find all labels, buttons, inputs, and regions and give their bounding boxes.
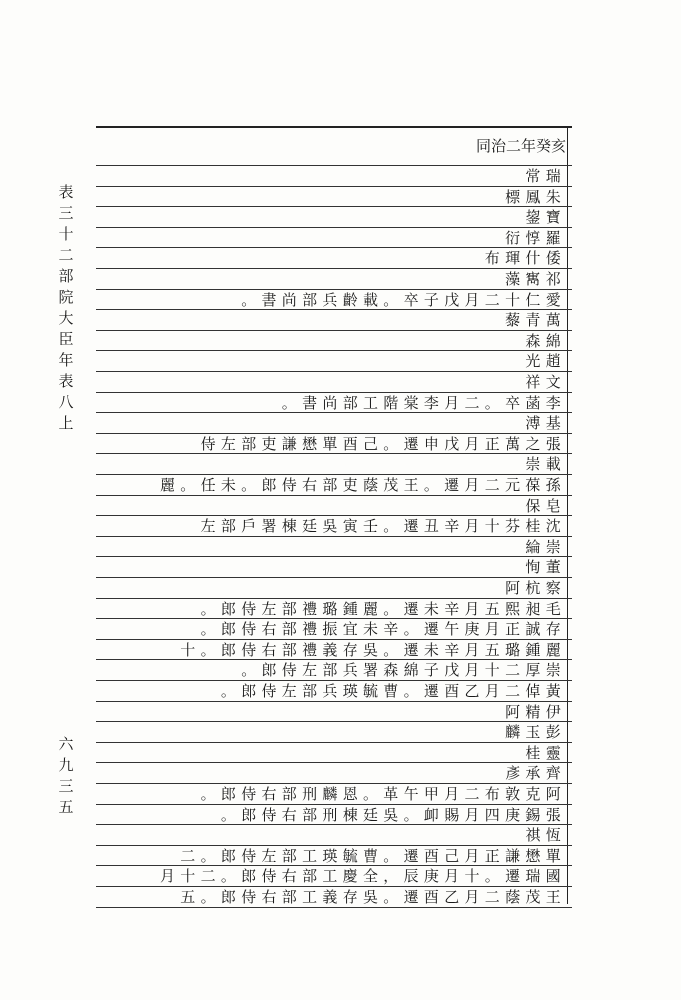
- row-line: [96, 536, 572, 537]
- row-line: [96, 762, 572, 763]
- row-text: 察杭阿: [505, 579, 566, 597]
- row-line: [96, 206, 572, 207]
- row-text: 張之萬正月戊申遷。己酉單懋謙吏部左侍: [200, 434, 566, 453]
- row-line: [96, 618, 572, 619]
- row-line: [96, 371, 572, 372]
- row-text: 祁寯藻: [505, 270, 566, 288]
- row-line: [96, 289, 572, 290]
- table-row: [221, 806, 566, 825]
- row-text: 萬青藜: [505, 311, 566, 330]
- table-row: [505, 188, 566, 207]
- table-row: [180, 641, 566, 660]
- row-text: 朱鳳標: [505, 187, 566, 206]
- table-row: [221, 682, 566, 701]
- table-row: [505, 723, 566, 742]
- row-line: [96, 598, 572, 599]
- row-text: 王茂蔭二月乙酉遷。吳存義工部右侍郎。五: [180, 888, 566, 906]
- top-rule: [96, 126, 572, 128]
- header-text: 同治二年癸亥: [475, 136, 566, 155]
- row-line: [96, 824, 572, 825]
- row-text: 沈桂芬十月辛丑遷。壬寅吳廷棟署戶部左: [200, 517, 566, 536]
- row-line: [96, 721, 572, 722]
- table-row: [241, 661, 566, 680]
- row-text: 靈桂: [525, 743, 566, 762]
- table-row: [525, 167, 566, 186]
- row-line: [96, 701, 572, 702]
- row-text: 張錫庚四月賜卹。吳廷棟刑部右侍郎。: [220, 805, 566, 824]
- row-line: [96, 227, 572, 228]
- row-line: [96, 392, 572, 393]
- table-row: [525, 497, 566, 516]
- table-row: [505, 703, 566, 722]
- row-text: 皂保: [525, 496, 566, 515]
- table-row: [241, 291, 566, 310]
- row-line: [96, 639, 572, 640]
- table-row: [485, 249, 566, 268]
- row-line: [96, 515, 572, 516]
- table-row: [505, 229, 566, 248]
- row-line: [96, 577, 572, 578]
- table-header: [476, 134, 566, 158]
- table-row: [180, 888, 566, 907]
- row-text: 黃倬二月乙酉遷。曹毓瑛兵部左侍郎。: [220, 682, 566, 700]
- row-text: 阿克敦布二月甲午革。恩麟刑部右侍郎。: [200, 785, 566, 803]
- table-row: [525, 455, 566, 474]
- row-text: 齊承彥: [505, 764, 566, 783]
- side-title: 表 三 十 二 部 院 大 臣 年 表 八 上: [58, 183, 74, 432]
- bottom-rule: [96, 907, 572, 908]
- row-text: 文祥: [525, 373, 566, 391]
- table-row: [525, 744, 566, 763]
- row-line: [96, 247, 572, 248]
- table-row: [505, 311, 566, 330]
- row-text: 崇綸: [525, 537, 566, 556]
- table-row: [160, 476, 566, 495]
- table-row: [505, 270, 566, 289]
- row-text: 寶鋆: [525, 208, 566, 227]
- table-row: [180, 847, 566, 866]
- row-line: [96, 453, 572, 454]
- row-text: 倭什琿布: [484, 249, 566, 268]
- table-row: [525, 332, 566, 351]
- row-line: [96, 556, 572, 557]
- year-table: [96, 126, 572, 904]
- table-row: [505, 764, 566, 783]
- row-text: 崇厚二十月戊子綿森署兵部左侍郎。: [241, 661, 566, 680]
- table-row: [505, 579, 566, 598]
- row-text: 董恂: [525, 558, 566, 577]
- row-text: 綿森: [525, 331, 566, 350]
- row-line: [96, 495, 572, 496]
- table-row: [525, 208, 566, 227]
- row-line: [96, 783, 572, 784]
- row-line: [96, 659, 572, 660]
- row-text: 毛昶熙五月辛未遷。麗鍾璐禮部左侍郎。: [200, 599, 566, 618]
- row-text: 麗鍾璐五月辛未遷。吳存義禮部右侍郎。十: [180, 640, 566, 659]
- row-line: [96, 186, 572, 187]
- row-text: 載崇: [525, 455, 566, 474]
- page-number: 六 九 三 五: [58, 735, 74, 816]
- table-row: [201, 435, 566, 454]
- row-text: 羅惇衍: [505, 228, 566, 247]
- row-line: [96, 742, 572, 743]
- row-text: 愛仁十二月戊子卒。載齡兵部尚書。: [241, 290, 566, 309]
- row-text: 孫葆元二月遷。王茂蔭吏部右侍郎。未任。麗: [159, 476, 566, 494]
- row-line: [96, 330, 572, 331]
- table-row: [201, 517, 566, 536]
- table-row: [525, 538, 566, 557]
- row-text: 瑞常: [525, 167, 566, 185]
- row-line: [96, 474, 572, 475]
- row-line: [96, 268, 572, 269]
- table-row: [525, 826, 566, 845]
- row-text: 恆祺: [525, 826, 566, 845]
- table-row: [525, 373, 566, 392]
- row-text: 李菡卒。二月李棠階工部尚書。: [281, 393, 566, 412]
- table-row: [160, 867, 566, 886]
- row-line: [96, 309, 572, 310]
- table-row: [525, 414, 566, 433]
- table-row: [525, 558, 566, 577]
- row-text: 伊精阿: [505, 702, 566, 721]
- table-row: [201, 785, 566, 804]
- row-line: [96, 165, 572, 166]
- row-line: [96, 433, 572, 434]
- row-text: 單懋謙正月己酉遷。曹毓瑛工部左侍郎。二: [180, 846, 566, 865]
- row-text: 趙光: [525, 352, 566, 371]
- row-line: [96, 865, 572, 866]
- row-text: 國瑞遷。十月庚辰，全慶工部右侍郎。二十月: [159, 867, 566, 886]
- table-row: [201, 600, 566, 619]
- row-text: 彭玉麟: [505, 723, 566, 742]
- row-line: [96, 412, 572, 413]
- row-line: [96, 804, 572, 805]
- row-line: [96, 845, 572, 846]
- row-text: 存誠正月庚午遷。辛未宜振禮部右侍郎。: [200, 620, 566, 639]
- table-row: [282, 394, 566, 413]
- table-row: [201, 620, 566, 639]
- table-row: [525, 352, 566, 371]
- row-line: [96, 350, 572, 351]
- row-line: [96, 680, 572, 681]
- row-line: [96, 886, 572, 887]
- row-text: 基溥: [525, 414, 566, 433]
